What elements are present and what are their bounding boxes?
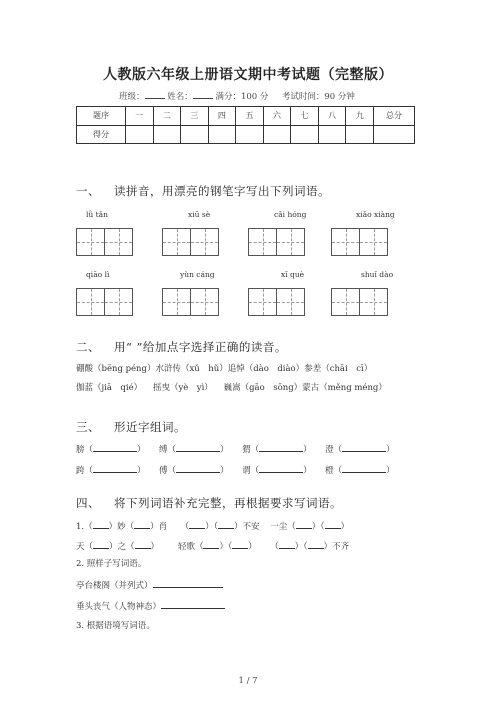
char-prompt: 跨（ <box>76 466 94 476</box>
score-header-cell: 六 <box>263 107 291 126</box>
writing-grid[interactable] <box>248 288 305 316</box>
example-row <box>76 599 225 612</box>
exam-time: 考试时间：90 分钟 <box>281 92 355 102</box>
idiom-text: ）妙（ <box>108 522 135 532</box>
answer-blank[interactable] <box>189 519 205 529</box>
score-row <box>77 125 415 144</box>
question-3-label: 3. 根据语境写词语。 <box>76 621 155 631</box>
char-prompt: 橙（ <box>325 466 343 476</box>
section-2-heading <box>76 339 287 355</box>
idiom-text: 天（ <box>76 542 94 552</box>
reading-choice[interactable]: 摇曳（yè yì） <box>152 383 213 393</box>
idiom-row <box>76 519 349 532</box>
answer-blank[interactable] <box>153 578 223 588</box>
score-cell[interactable] <box>263 125 291 144</box>
class-blank[interactable] <box>145 89 165 99</box>
paren: ） <box>220 445 229 455</box>
similar-char-row <box>76 463 395 476</box>
answer-blank[interactable] <box>259 442 303 452</box>
answer-blank[interactable] <box>176 442 220 452</box>
idiom-text: ） <box>340 522 350 532</box>
reading-choice[interactable]: 蒙古（měng méng） <box>302 383 387 393</box>
name-blank[interactable] <box>193 89 213 99</box>
idiom-text: ） <box>248 542 257 552</box>
paren: ） <box>303 466 312 476</box>
paren: ） <box>220 466 229 476</box>
pinyin: yùn cáng <box>180 270 215 279</box>
idiom-row <box>76 539 349 552</box>
pinyin: cǎi hóng <box>274 210 307 219</box>
paren: ） <box>137 445 146 455</box>
reading-choice[interactable]: 巍嵩（gāo sōng） <box>223 383 303 393</box>
section-3-heading <box>76 419 186 435</box>
answer-blank[interactable] <box>279 539 295 549</box>
writing-grid[interactable] <box>76 228 133 256</box>
idiom-text: 一尘（ <box>270 522 296 532</box>
reading-choice[interactable]: 水浒传（xǔ hǔ） <box>155 364 228 374</box>
paren: ） <box>303 445 312 455</box>
idiom-text: 1.（ <box>76 522 93 532</box>
idiom-text: ） <box>150 542 160 552</box>
pinyin: xiǎo xiàng <box>356 210 395 219</box>
answer-blank[interactable] <box>135 539 151 549</box>
writing-grid[interactable] <box>331 288 388 316</box>
section-1-heading <box>76 183 330 199</box>
idiom-text: ）（ <box>205 522 218 532</box>
score-header-cell: 总分 <box>374 107 415 126</box>
writing-grid[interactable] <box>331 228 388 256</box>
idiom-text: （ <box>270 542 279 552</box>
page-number: 1 / 7 <box>238 676 258 686</box>
idiom-text: ）（ <box>294 542 308 552</box>
score-cell[interactable] <box>291 125 319 144</box>
exam-info <box>119 89 355 102</box>
score-header-cell: 四 <box>208 107 236 126</box>
example-text: 亭台楼阁（并列式） <box>76 581 153 591</box>
answer-blank[interactable] <box>93 539 109 549</box>
reading-choice-line <box>76 362 372 374</box>
answer-blank[interactable] <box>342 463 386 473</box>
answer-blank[interactable] <box>296 519 312 529</box>
idiom-text: ）之（ <box>109 542 135 552</box>
section-1-number: 一、 <box>76 184 100 198</box>
answer-blank[interactable] <box>342 442 386 452</box>
score-header-cell: 七 <box>291 107 319 126</box>
section-3-number: 三、 <box>76 420 100 434</box>
page-title: 人教版六年级上册语文期中考试题（完整版） <box>103 67 393 83</box>
pinyin: shuǐ dào <box>361 270 394 279</box>
idiom-text: 轻歌（ <box>177 542 204 552</box>
writing-grid[interactable] <box>162 288 219 316</box>
score-cell[interactable] <box>181 125 209 144</box>
example-text: 垂头丧气（人物神态） <box>76 602 162 612</box>
example-row <box>76 578 223 591</box>
reading-choice-line <box>76 381 387 393</box>
score-header-cell: 二 <box>153 107 181 126</box>
name-label: 姓名： <box>167 92 193 102</box>
score-header-cell: 三 <box>181 107 209 126</box>
pinyin: lǜ tǎn <box>86 210 108 219</box>
reading-choice[interactable]: 参差（chāi cī） <box>304 364 373 374</box>
char-prompt: 傅（ <box>159 466 177 476</box>
answer-blank[interactable] <box>93 442 137 452</box>
writing-grid[interactable] <box>162 228 219 256</box>
paren: ） <box>386 466 395 476</box>
pinyin: qiāo lì <box>86 270 110 279</box>
answer-blank[interactable] <box>176 463 220 473</box>
reading-choice[interactable]: 追悼（dào diào） <box>227 364 305 374</box>
idiom-text: ）不安 <box>233 522 260 532</box>
similar-char-row <box>76 442 395 455</box>
answer-blank[interactable] <box>218 519 234 529</box>
section-4-heading <box>76 495 342 511</box>
section-2-number: 二、 <box>76 340 100 354</box>
writing-grid[interactable] <box>248 228 305 256</box>
score-header-cell: 九 <box>346 107 374 126</box>
char-prompt: 谓（ <box>242 466 260 476</box>
score-header-cell: 一 <box>126 107 154 126</box>
reading-choice[interactable]: 伽蓝（jiā qié） <box>76 383 143 393</box>
section-2-title: 用“ ”给加点字选择正确的读音。 <box>114 340 287 354</box>
idiom-text: ）（ <box>311 522 325 532</box>
answer-blank[interactable] <box>203 539 219 549</box>
score-cell[interactable] <box>374 125 415 144</box>
section-3-title: 形近字组词。 <box>114 420 186 434</box>
section-4-title: 将下列词语补充完整，再根据要求写词语。 <box>114 496 342 510</box>
answer-blank[interactable] <box>259 463 303 473</box>
idiom-text: ）（ <box>219 542 233 552</box>
score-header-cell: 五 <box>236 107 264 126</box>
char-prompt: 澄（ <box>325 445 343 455</box>
reading-choice[interactable]: 硼酸（bēng péng） <box>76 364 156 374</box>
idiom-text: ）肖 <box>150 522 168 532</box>
score-table <box>76 106 415 144</box>
section-4-number: 四、 <box>76 496 100 510</box>
score-cell[interactable] <box>346 125 374 144</box>
score-cell[interactable] <box>236 125 264 144</box>
pinyin: xiū sè <box>188 210 211 219</box>
answer-blank[interactable] <box>134 519 150 529</box>
question-2-label: 2. 照样子写词语。 <box>76 559 147 569</box>
score-cell[interactable] <box>126 125 154 144</box>
answer-blank[interactable] <box>325 519 341 529</box>
score-row-label: 得分 <box>77 125 126 144</box>
idiom-text: ）不齐 <box>323 542 350 552</box>
idiom-text: （ <box>180 522 190 532</box>
paren: ） <box>137 466 146 476</box>
class-label: 班级： <box>119 92 145 102</box>
score-cell[interactable] <box>208 125 236 144</box>
char-prompt: 猬（ <box>242 445 260 455</box>
score-header-row <box>77 107 415 126</box>
paren: ） <box>386 445 395 455</box>
full-score: 满分：100 分 <box>215 92 269 102</box>
score-header-cell: 题序 <box>77 107 126 126</box>
char-prompt: 膀（ <box>76 445 94 455</box>
score-cell[interactable] <box>153 125 181 144</box>
answer-blank[interactable] <box>308 539 324 549</box>
writing-grid[interactable] <box>76 288 133 316</box>
answer-blank[interactable] <box>93 463 137 473</box>
pinyin: xǐ què <box>281 270 305 279</box>
answer-blank[interactable] <box>161 599 225 609</box>
score-header-cell: 八 <box>318 107 346 126</box>
section-1-title: 读拼音，用漂亮的钢笔字写出下列词语。 <box>114 184 330 198</box>
score-cell[interactable] <box>318 125 346 144</box>
char-prompt: 缚（ <box>159 445 177 455</box>
answer-blank[interactable] <box>232 539 248 549</box>
answer-blank[interactable] <box>93 519 109 529</box>
